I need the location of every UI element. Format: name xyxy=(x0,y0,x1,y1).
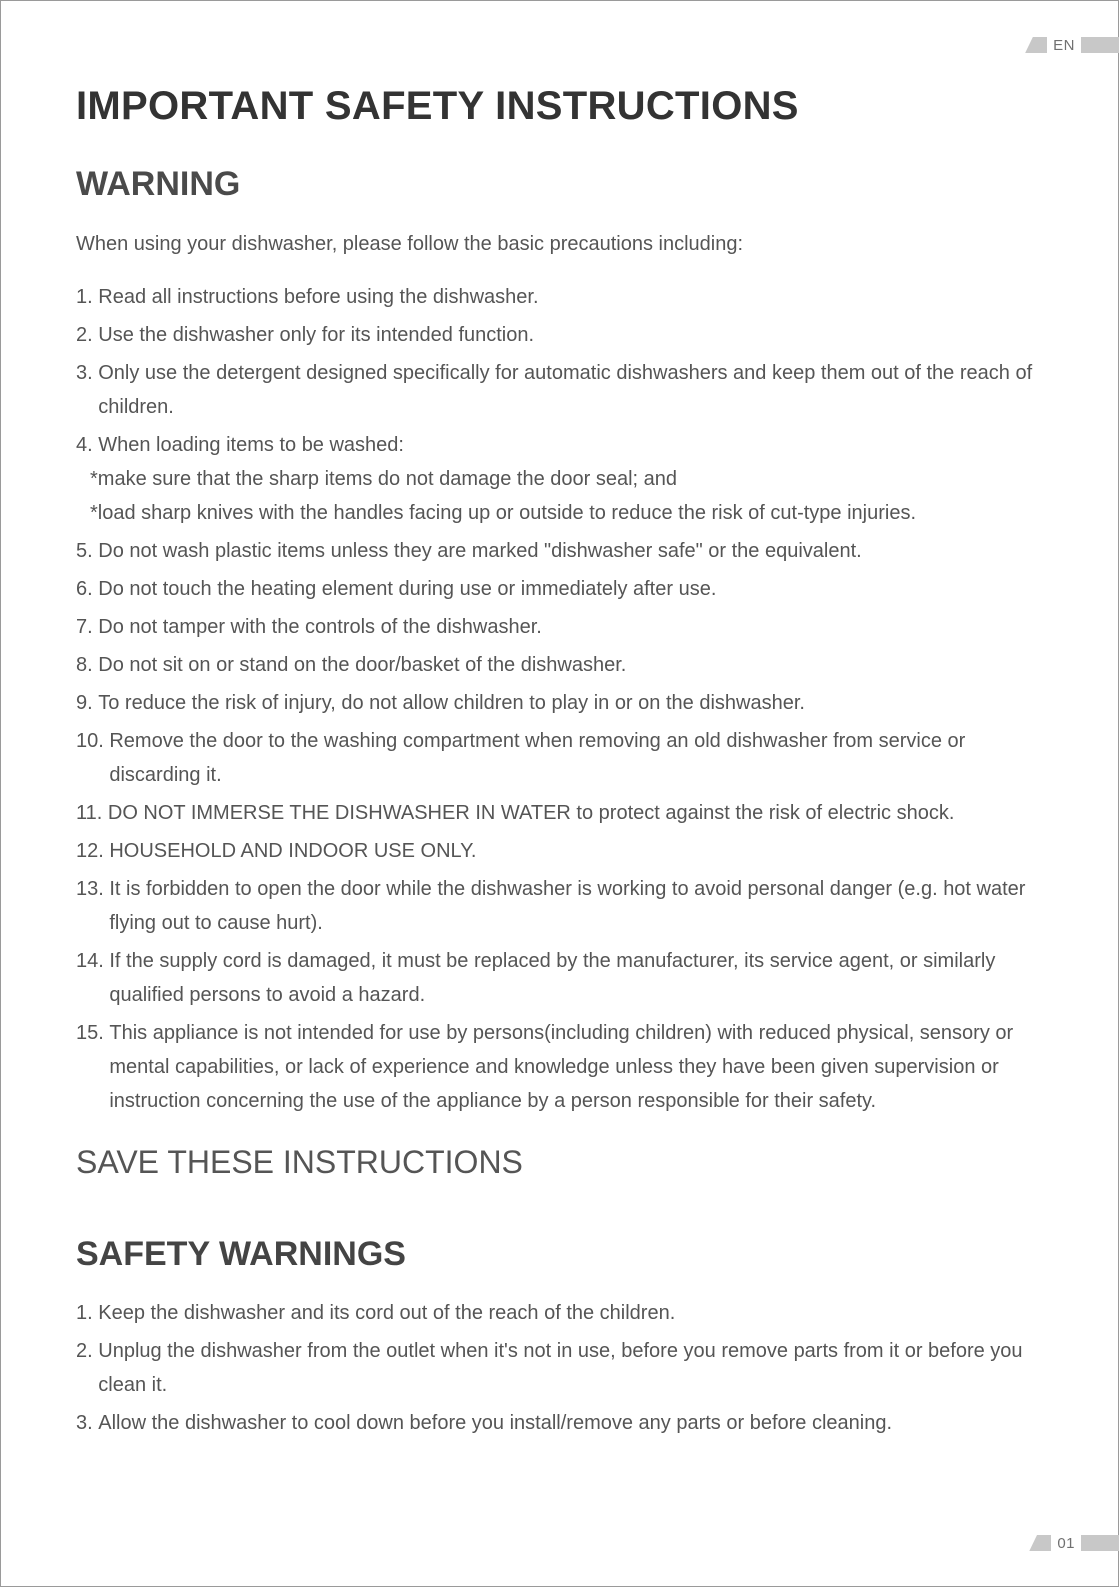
page-number: 01 xyxy=(1051,1535,1081,1552)
item-number: 3. xyxy=(76,362,99,384)
item-text: Do not touch the heating element during use or immediately after use. xyxy=(98,578,717,600)
list-item xyxy=(76,724,1051,792)
item-text: To reduce the risk of injury, do not allow children to play in or on the dishwasher. xyxy=(98,692,805,714)
item-number: 9. xyxy=(76,692,99,714)
item-number: 11. xyxy=(76,802,108,824)
item-number: 6. xyxy=(76,578,99,600)
list-item xyxy=(76,944,1051,1012)
item-text: This appliance is not intended for use by persons(including children) with reduced physical, sensory or mental capabilities, or lack of experience and knowledge unless they have been given supervision or instruction concerning the use of the appliance by a person responsible for their safety. xyxy=(109,1022,1014,1112)
item-text: Do not tamper with the controls of the dishwasher. xyxy=(98,616,542,638)
item-text: Keep the dishwasher and its cord out of the reach of the children. xyxy=(98,1302,676,1324)
list-item xyxy=(76,1016,1051,1118)
item-text: DO NOT IMMERSE THE DISHWASHER IN WATER to protect against the risk of electric shock. xyxy=(107,802,955,824)
list-item xyxy=(76,356,1051,424)
item-number: 3. xyxy=(76,1412,99,1434)
item-number: 10. xyxy=(76,730,110,752)
item-number: 1. xyxy=(76,1302,99,1324)
item-number: 5. xyxy=(76,540,99,562)
list-item xyxy=(76,534,1051,568)
sub-item: *make sure that the sharp items do not damage the door seal; and xyxy=(90,468,678,490)
item-number: 2. xyxy=(76,1340,99,1362)
item-number: 7. xyxy=(76,616,99,638)
tab-decoration xyxy=(1081,1535,1119,1551)
item-text: When loading items to be washed: xyxy=(98,434,404,456)
item-number: 2. xyxy=(76,324,99,346)
item-text: Read all instructions before using the dishwasher. xyxy=(98,286,539,308)
item-text: Do not wash plastic items unless they are marked "dishwasher safe" or the equivalent. xyxy=(98,540,862,562)
item-text: Unplug the dishwasher from the outlet when it's not in use, before you remove parts from it or before you clean it. xyxy=(98,1340,1023,1396)
list-item xyxy=(76,872,1051,940)
item-text: Do not sit on or stand on the door/basket of the dishwasher. xyxy=(98,654,627,676)
item-number: 13. xyxy=(76,878,110,900)
tab-decoration xyxy=(1081,37,1119,53)
safety-warnings-list xyxy=(76,1296,1051,1440)
item-number: 14. xyxy=(76,950,110,972)
warning-list xyxy=(76,280,1051,1118)
warning-intro: When using your dishwasher, please follow the basic precautions including: xyxy=(76,233,744,255)
item-number: 1. xyxy=(76,286,99,308)
list-item xyxy=(76,1406,1051,1440)
sub-item: *load sharp knives with the handles facing up or outside to reduce the risk of cut-type injuries. xyxy=(90,502,917,524)
list-item xyxy=(76,610,1051,644)
list-item xyxy=(76,1296,1051,1330)
item-number: 12. xyxy=(76,840,110,862)
list-item xyxy=(76,648,1051,682)
list-item xyxy=(76,280,1051,314)
list-item xyxy=(76,1334,1051,1402)
tab-decoration xyxy=(1029,1535,1051,1551)
item-text: HOUSEHOLD AND INDOOR USE ONLY. xyxy=(109,840,477,862)
item-text: Remove the door to the washing compartment when removing an old dishwasher from service or discarding it. xyxy=(109,730,966,786)
language-tab xyxy=(1025,34,1119,56)
item-number: 8. xyxy=(76,654,99,676)
item-text: It is forbidden to open the door while the dishwasher is working to avoid personal danger (e.g. hot water flying out to cause hurt). xyxy=(109,878,1026,934)
item-text: Allow the dishwasher to cool down before you install/remove any parts or before cleaning. xyxy=(98,1412,893,1434)
item-number: 15. xyxy=(76,1022,110,1044)
list-item xyxy=(76,796,1051,830)
tab-decoration xyxy=(1025,37,1047,53)
save-instructions-heading: SAVE THESE INSTRUCTIONS xyxy=(76,1144,523,1180)
item-text: Use the dishwasher only for its intended function. xyxy=(98,324,535,346)
page-number-tab xyxy=(1029,1532,1119,1554)
list-item xyxy=(76,834,1051,868)
list-item xyxy=(76,572,1051,606)
list-item xyxy=(76,686,1051,720)
list-item xyxy=(76,428,1051,530)
item-text: Only use the detergent designed specifically for automatic dishwashers and keep them out of the reach of children. xyxy=(98,362,1033,418)
warning-heading: WARNING xyxy=(76,165,241,203)
page-title: IMPORTANT SAFETY INSTRUCTIONS xyxy=(76,84,799,128)
safety-warnings-heading: SAFETY WARNINGS xyxy=(76,1235,406,1273)
language-label: EN xyxy=(1047,37,1081,54)
item-text: If the supply cord is damaged, it must be replaced by the manufacturer, its service agent, or similarly qualified persons to avoid a hazard. xyxy=(109,950,996,1006)
page-content xyxy=(76,82,1051,1444)
list-item xyxy=(76,318,1051,352)
item-number: 4. xyxy=(76,434,99,456)
